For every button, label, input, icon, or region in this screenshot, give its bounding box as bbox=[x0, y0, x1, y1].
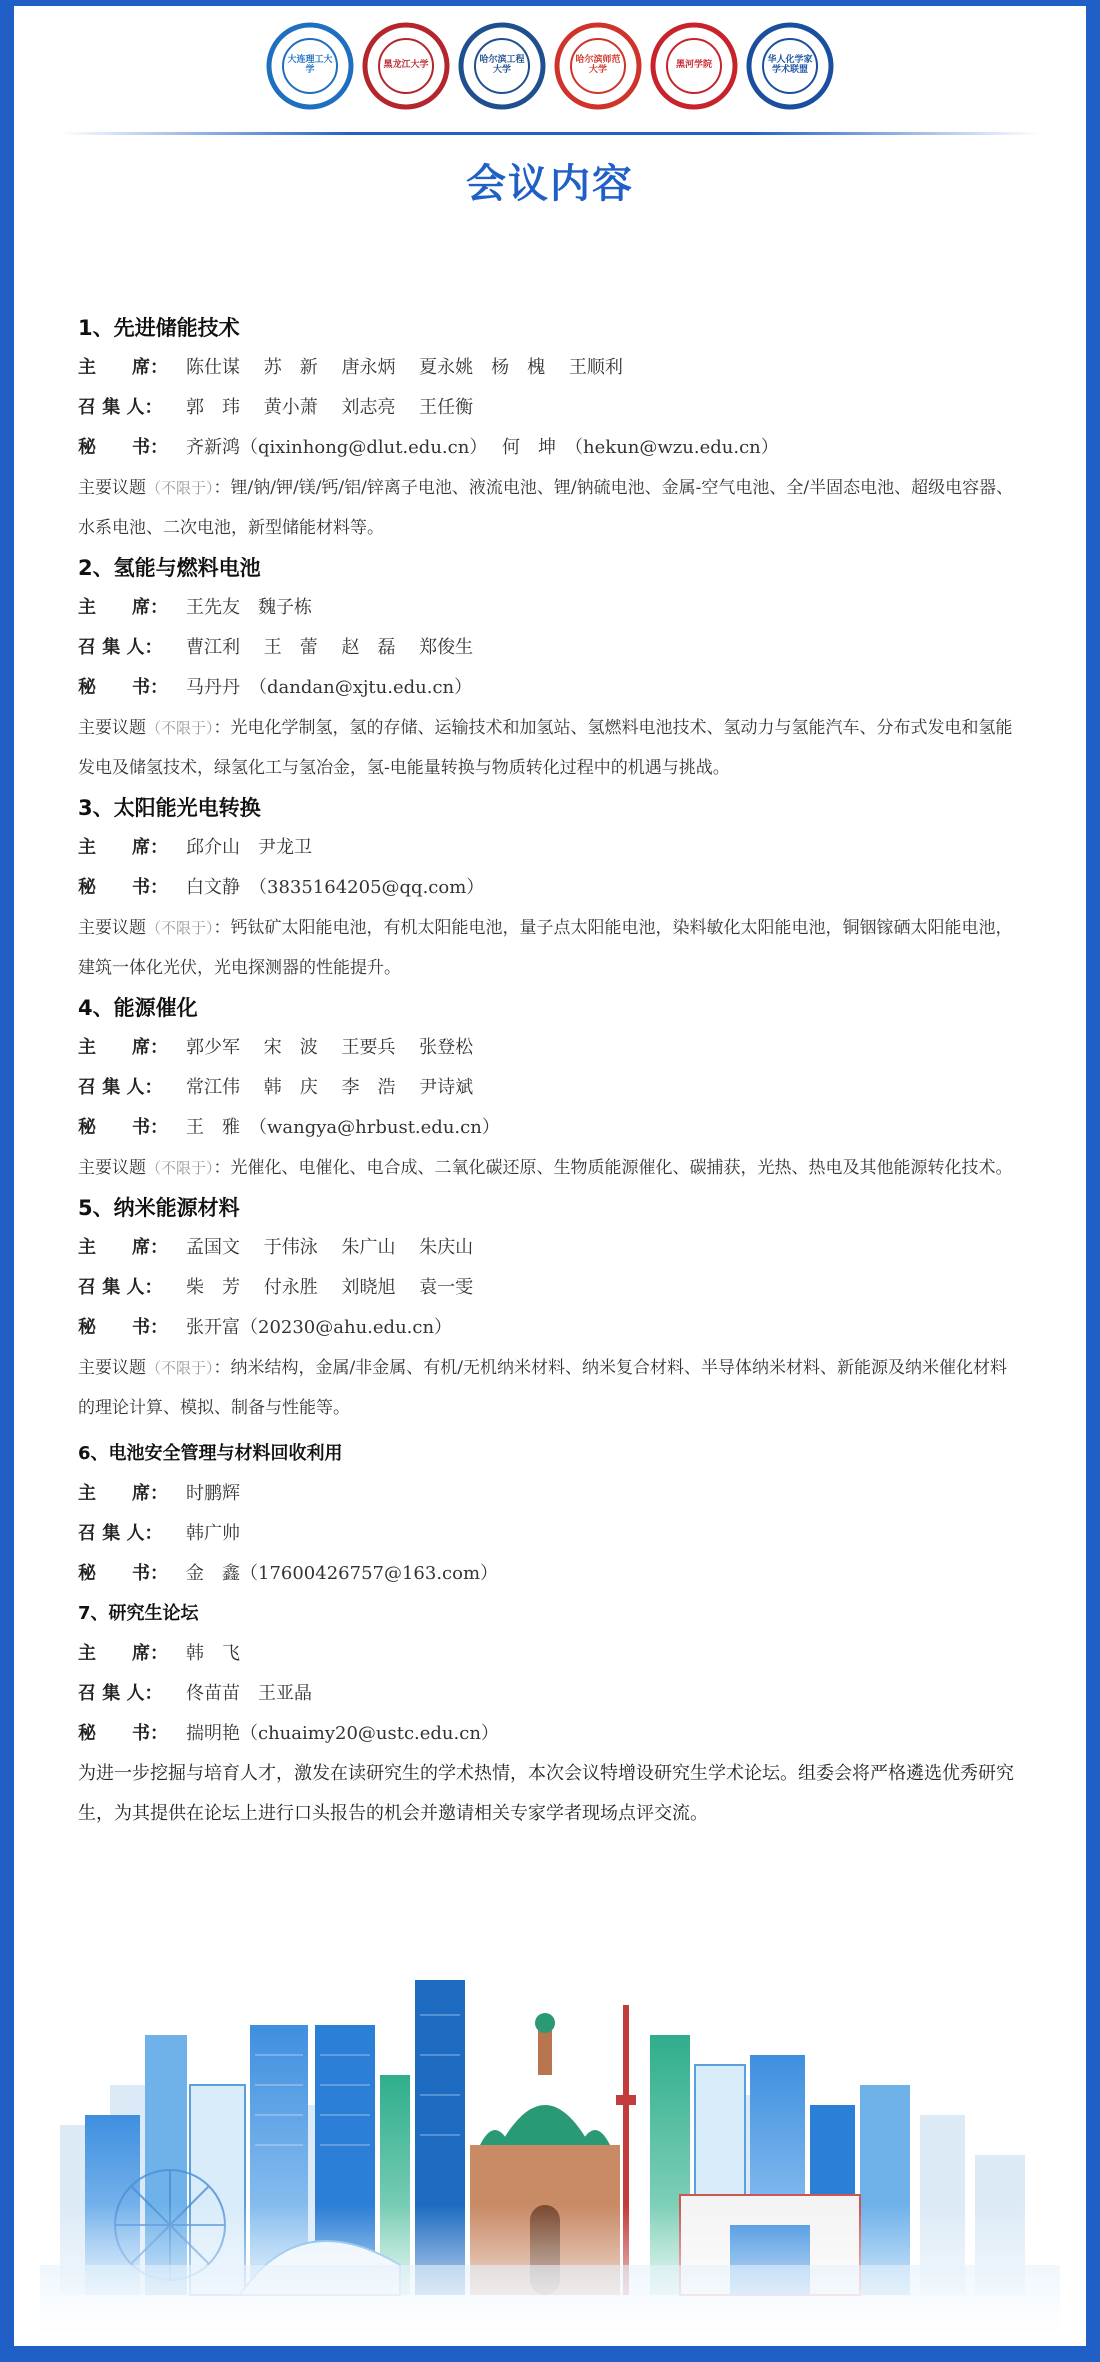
row-label: 秘 书： bbox=[78, 1317, 168, 1338]
university-logo bbox=[554, 22, 642, 110]
convener-row bbox=[78, 1674, 1022, 1714]
section-title: 2、氢能与燃料电池 bbox=[78, 556, 261, 580]
row-value: 柴 芳 付永胜 刘晓旭 袁一雯 bbox=[186, 1277, 474, 1298]
topics-body: ：光催化、电催化、电合成、二氧化碳还原、生物质能源催化、碳捕获，光热、热电及其他能源转化技术。 bbox=[213, 1158, 1013, 1178]
secretary-row bbox=[78, 868, 1022, 908]
secretary-row bbox=[78, 1714, 1022, 1754]
row-label: 主 席： bbox=[78, 1037, 168, 1058]
section-hydrogen-fuel-cells bbox=[78, 548, 1022, 788]
row-value: 王先友 魏子栋 bbox=[186, 597, 312, 618]
row-value: 张开富（20230@ahu.edu.cn） bbox=[186, 1317, 453, 1338]
chair-row bbox=[78, 348, 1022, 388]
row-label: 召 集 人： bbox=[78, 1683, 163, 1704]
row-label: 召 集 人： bbox=[78, 1523, 163, 1544]
secretary-row bbox=[78, 428, 1022, 468]
university-logo bbox=[746, 22, 834, 110]
row-value: 郭 玮 黄小萧 刘志亮 王任衡 bbox=[186, 397, 474, 418]
page-title: 会议内容 bbox=[466, 161, 634, 207]
row-label: 主 席： bbox=[78, 1237, 168, 1258]
topics-paren: （不限于） bbox=[146, 719, 214, 737]
forum-description: 为进一步挖掘与培育人才，激发在读研究生的学术热情，本次会议特增设研究生学术论坛。组委会将严格遴选优秀研究生，为其提供在论坛上进行口头报告的机会并邀请相关专家学者现场点评交流。 bbox=[78, 1763, 1014, 1824]
section-title: 6、电池安全管理与材料回收利用 bbox=[78, 1443, 343, 1464]
section-energy-catalysis bbox=[78, 988, 1022, 1188]
content bbox=[78, 308, 1022, 1834]
row-label: 主 席： bbox=[78, 1483, 168, 1504]
section-graduate-forum bbox=[78, 1594, 1022, 1834]
convener-row bbox=[78, 1068, 1022, 1108]
row-value: 时鹏辉 bbox=[186, 1483, 240, 1504]
section-title: 4、能源催化 bbox=[78, 996, 198, 1020]
logo-name: 黑龙江大学 bbox=[383, 60, 429, 71]
row-value: 韩 飞 bbox=[186, 1643, 240, 1664]
topics-text bbox=[78, 1148, 1022, 1188]
header-divider bbox=[60, 132, 1040, 135]
topics-paren: （不限于） bbox=[146, 919, 214, 937]
logo-name: 哈尔滨工程大学 bbox=[479, 55, 525, 75]
row-label: 召 集 人： bbox=[78, 637, 163, 658]
chair-row bbox=[78, 588, 1022, 628]
section-title: 1、先进储能技术 bbox=[78, 316, 240, 340]
convener-row bbox=[78, 388, 1022, 428]
secretary-row bbox=[78, 1108, 1022, 1148]
section-title: 3、太阳能光电转换 bbox=[78, 796, 261, 820]
row-label: 主 席： bbox=[78, 837, 168, 858]
topics-paren: （不限于） bbox=[146, 1159, 214, 1177]
topics-paren: （不限于） bbox=[146, 479, 214, 497]
row-label: 秘 书： bbox=[78, 1563, 168, 1584]
section-title: 7、研究生论坛 bbox=[78, 1603, 199, 1624]
row-label: 召 集 人： bbox=[78, 397, 163, 418]
topics-text bbox=[78, 1348, 1022, 1428]
section-nano-energy-materials bbox=[78, 1188, 1022, 1428]
university-logo bbox=[650, 22, 738, 110]
chair-row bbox=[78, 1228, 1022, 1268]
row-value: 齐新鸿（qixinhong@dlut.edu.cn） 何 坤 （hekun@wzu.edu.cn） bbox=[186, 437, 779, 458]
convener-row bbox=[78, 1514, 1022, 1554]
row-label: 秘 书： bbox=[78, 877, 168, 898]
section-advanced-energy-storage bbox=[78, 308, 1022, 548]
row-label: 秘 书： bbox=[78, 1723, 168, 1744]
logo-name: 大连理工大学 bbox=[287, 55, 333, 75]
topics-text bbox=[78, 708, 1022, 788]
university-logo bbox=[458, 22, 546, 110]
row-label: 主 席： bbox=[78, 357, 168, 378]
topics-label: 主要议题 bbox=[78, 1358, 146, 1378]
row-label: 主 席： bbox=[78, 597, 168, 618]
topics-label: 主要议题 bbox=[78, 478, 146, 498]
chair-row bbox=[78, 828, 1022, 868]
row-label: 召 集 人： bbox=[78, 1277, 163, 1298]
convener-row bbox=[78, 628, 1022, 668]
row-value: 孟国文 于伟泳 朱广山 朱庆山 bbox=[186, 1237, 474, 1258]
row-label: 召 集 人： bbox=[78, 1077, 163, 1098]
topics-text bbox=[78, 468, 1022, 548]
row-value: 曹江利 王 蕾 赵 磊 郑俊生 bbox=[186, 637, 474, 658]
university-logo bbox=[266, 22, 354, 110]
university-logo bbox=[362, 22, 450, 110]
row-value: 揣明艳（chuaimy20@ustc.edu.cn） bbox=[186, 1723, 499, 1744]
chair-row bbox=[78, 1474, 1022, 1514]
secretary-row bbox=[78, 668, 1022, 708]
city-skyline-illustration bbox=[40, 1965, 1060, 2335]
logo-name: 黑河学院 bbox=[675, 60, 712, 71]
section-solar-photovoltaic bbox=[78, 788, 1022, 988]
topics-label: 主要议题 bbox=[78, 918, 146, 938]
topics-label: 主要议题 bbox=[78, 1158, 146, 1178]
row-label: 秘 书： bbox=[78, 677, 168, 698]
section-title: 5、纳米能源材料 bbox=[78, 1196, 240, 1220]
logo-bar bbox=[0, 22, 1100, 118]
section-battery-safety-recycling bbox=[78, 1434, 1022, 1594]
chair-row bbox=[78, 1028, 1022, 1068]
topics-body: ：锂/钠/钾/镁/钙/铝/锌离子电池、液流电池、锂/钠硫电池、金属-空气电池、全/半固态电池、超级电容器、水系电池、二次电池，新型储能材料等。 bbox=[78, 478, 1014, 538]
row-value: 邱介山 尹龙卫 bbox=[186, 837, 312, 858]
row-value: 金 鑫（17600426757@163.com） bbox=[186, 1563, 499, 1584]
convener-row bbox=[78, 1268, 1022, 1308]
row-label: 主 席： bbox=[78, 1643, 168, 1664]
topics-body: ：钙钛矿太阳能电池，有机太阳能电池，量子点太阳能电池，染料敏化太阳能电池，铜铟镓硒太阳能电池，建筑一体化光伏，光电探测器的性能提升。 bbox=[78, 918, 1013, 978]
row-value: 陈仕谋 苏 新 唐永炳 夏永姚 杨 槐 王顺利 bbox=[186, 357, 623, 378]
topics-body: ：光电化学制氢，氢的存储、运输技术和加氢站、氢燃料电池技术、氢动力与氢能汽车、分布式发电和氢能发电及储氢技术，绿氢化工与氢冶金，氢-电能量转换与物质转化过程中的机遇与挑战。 bbox=[78, 718, 1013, 778]
topics-paren: （不限于） bbox=[146, 1359, 214, 1377]
row-value: 白文静 （3835164205@qq.com） bbox=[186, 877, 485, 898]
row-value: 韩广帅 bbox=[186, 1523, 240, 1544]
row-label: 秘 书： bbox=[78, 1117, 168, 1138]
row-value: 王 雅 （wangya@hrbust.edu.cn） bbox=[186, 1117, 500, 1138]
secretary-row bbox=[78, 1308, 1022, 1348]
topics-label: 主要议题 bbox=[78, 718, 146, 738]
row-value: 郭少军 宋 波 王要兵 张登松 bbox=[186, 1037, 474, 1058]
secretary-row bbox=[78, 1554, 1022, 1594]
row-label: 秘 书： bbox=[78, 437, 168, 458]
logo-name: 哈尔滨师范大学 bbox=[575, 55, 621, 75]
chair-row bbox=[78, 1634, 1022, 1674]
topics-body: ：纳米结构，金属/非金属、有机/无机纳米材料、纳米复合材料、半导体纳米材料、新能源及纳米催化材料的理论计算、模拟、制备与性能等。 bbox=[78, 1358, 1007, 1418]
topics-text bbox=[78, 908, 1022, 988]
logo-name: 华人化学家学术联盟 bbox=[767, 55, 813, 75]
row-value: 常江伟 韩 庆 李 浩 尹诗斌 bbox=[186, 1077, 474, 1098]
row-value: 佟苗苗 王亚晶 bbox=[186, 1683, 312, 1704]
row-value: 马丹丹 （dandan@xjtu.edu.cn） bbox=[186, 677, 473, 698]
